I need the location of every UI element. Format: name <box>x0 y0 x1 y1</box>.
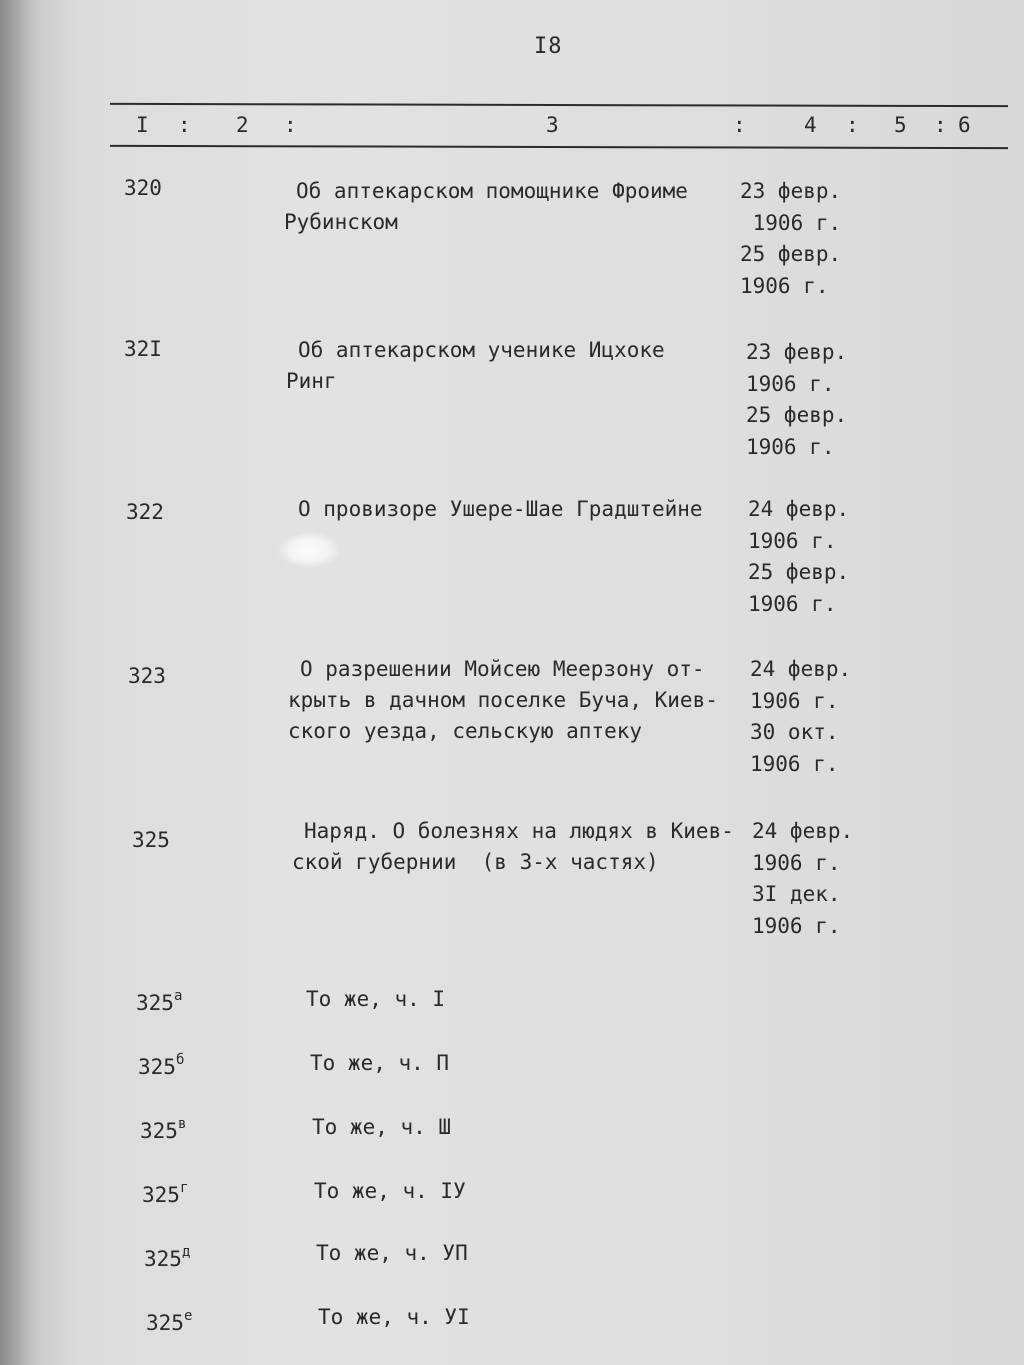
entry-title: Об аптекарском ученике Ицхоке Ринг <box>286 338 665 393</box>
column-header-2: 2 <box>236 113 249 137</box>
column-separator: : <box>178 113 191 137</box>
paper-smudge <box>278 532 340 568</box>
entry-dates: 24 февр. 1906 г. 3I дек. 1906 г. <box>752 819 854 938</box>
column-header-5: 5 <box>894 113 907 137</box>
column-header-6: 6 <box>958 113 971 137</box>
entry-dates: 24 февр. 1906 г. 30 окт. 1906 г. <box>750 657 852 776</box>
column-header-1: I <box>136 113 149 137</box>
column-separator: : <box>284 113 297 137</box>
entry-dates: 23 февр. 1906 г. 25 февр. 1906 г. <box>746 340 848 459</box>
page-binding-shadow <box>0 0 40 1365</box>
column-separator: : <box>733 113 746 137</box>
entry-title: О провизоре Ушере-Шае Градштейне <box>298 497 703 521</box>
entry-number-325g: $325^г$ <box>142 1180 189 1207</box>
entry-title: То же, ч. П <box>310 1051 450 1075</box>
entry-number-325a: $325^а$ <box>136 988 183 1015</box>
entry-number-320: 320 <box>124 176 162 200</box>
column-header-4: 4 <box>804 113 817 137</box>
entry-title: То же, ч. IУ <box>314 1179 466 1203</box>
header-top-rule <box>110 103 1008 107</box>
entry-number-325v: $325^в$ <box>140 1116 187 1143</box>
entry-number-322: 322 <box>126 500 164 524</box>
column-separator: : <box>846 113 859 137</box>
entry-title: То же, ч. I <box>306 987 446 1011</box>
entry-dates: 24 февр. 1906 г. 25 февр. 1906 г. <box>748 497 850 616</box>
entry-title: Об аптекарском помощнике Фроиме Рубинском <box>284 179 688 234</box>
entry-number-325e: $325^е$ <box>146 1308 193 1335</box>
entry-number-325b: $325^б$ <box>138 1052 185 1079</box>
entry-title: То же, ч. УI <box>318 1305 470 1329</box>
column-header-3: 3 <box>546 113 559 137</box>
entry-number-325d: $325^д$ <box>144 1244 191 1271</box>
entry-number-321: 32I <box>124 337 162 361</box>
entry-title: То же, ч. Ш <box>312 1115 452 1139</box>
entry-number-325: 325 <box>132 828 170 852</box>
entry-number-323: 323 <box>128 664 166 688</box>
page-number: I8 <box>534 34 563 59</box>
entry-title: О разрешении Мойсею Меерзону от- крыть в дачном поселке Буча, Киев- ского уезда, сельскую аптеку <box>288 657 718 743</box>
header-bottom-rule <box>110 145 1008 149</box>
entry-title: То же, ч. УП <box>316 1241 468 1265</box>
entry-dates: 23 февр. 1906 г. 25 февр. 1906 г. <box>740 179 842 298</box>
entry-title: Наряд. О болезнях на людях в Киев- ской губернии (в 3-х частях) <box>292 819 734 874</box>
column-separator: : <box>934 113 947 137</box>
